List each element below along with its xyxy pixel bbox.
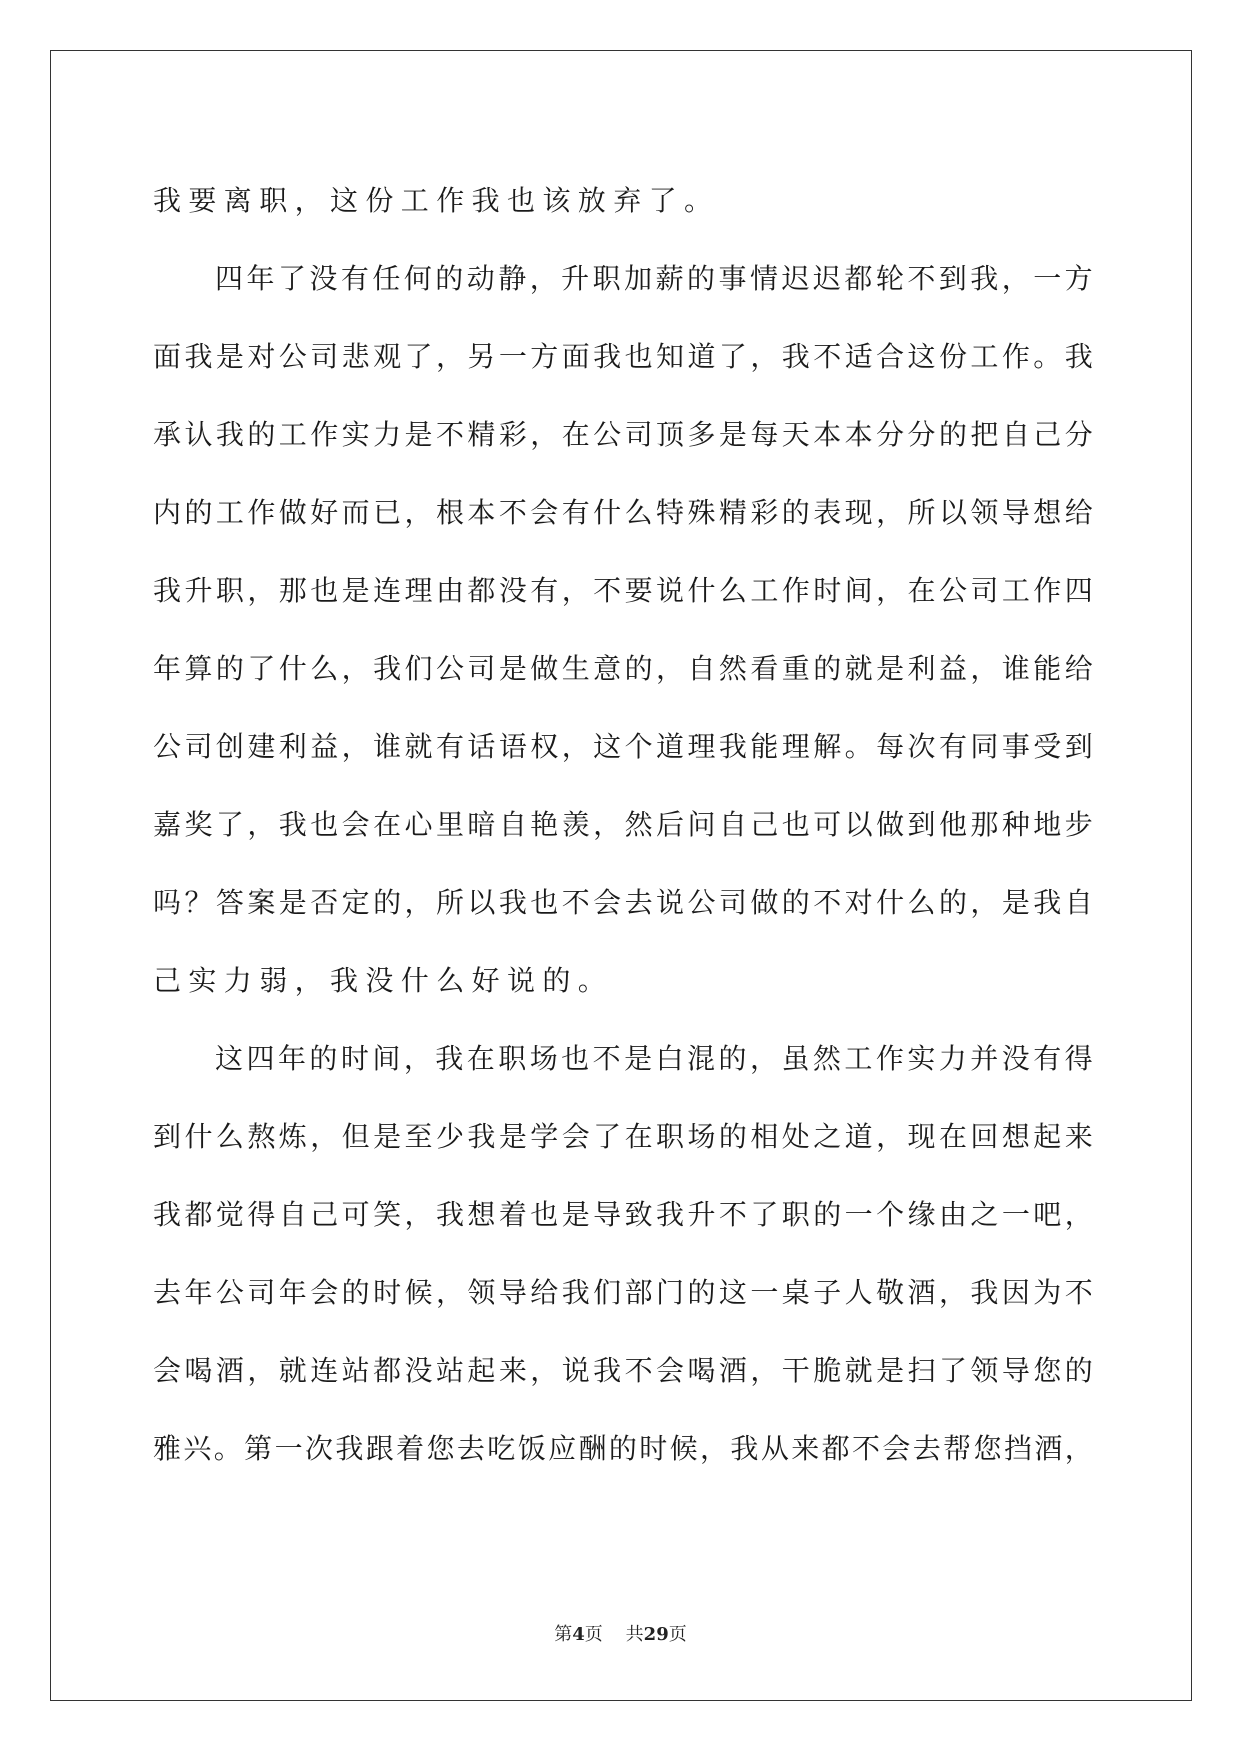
text-line: 这 四 年 的 时 间 ， 我 在 职 场 也 不 是 白 混 的 ， 虽 然 工 作 实 力 并 没 有 得 [215,1042,1093,1075]
text-line: 雅 兴 。 第 一 次 我 跟 着 您 去 吃 饭 应 酬 的 时 候 ， 我 从 来 都 不 会 去 帮 您 挡 酒 ， [153,1432,1093,1465]
text-line: 我 都 觉 得 自 己 可 笑 ， 我 想 着 也 是 导 致 我 升 不 了 职 的 一 个 缘 由 之 一 吧 ， [153,1198,1093,1231]
page-prefix: 第 [554,1624,573,1645]
text-line: 嘉 奖 了 ， 我 也 会 在 心 里 暗 自 艳 羡 ， 然 后 问 自 己 也 可 以 做 到 他 那 种 地 步 [153,808,1093,841]
text-line: 我要离职，这份工作我也该放弃了。 [153,184,720,217]
text-line: 吗 ？ 答 案 是 否 定 的 ， 所 以 我 也 不 会 去 说 公 司 做 的 不 对 什 么 的 ， 是 我 自 [153,886,1093,919]
total-suffix: 页 [668,1624,687,1645]
text-line: 会 喝 酒 ， 就 连 站 都 没 站 起 来 ， 说 我 不 会 喝 酒 ， 干 脆 就 是 扫 了 领 导 您 的 [153,1354,1093,1387]
text-line: 公 司 创 建 利 益 ， 谁 就 有 话 语 权 ， 这 个 道 理 我 能 理 解 。 每 次 有 同 事 受 到 [153,730,1093,763]
total-pages: 29 [643,1624,669,1645]
body-text [153,162,1093,1488]
text-line: 面 我 是 对 公 司 悲 观 了 ， 另 一 方 面 我 也 知 道 了 ， 我 不 适 合 这 份 工 作 。 我 [153,340,1093,373]
page-footer [0,1620,1241,1646]
page-suffix: 页 [584,1624,603,1645]
text-line: 承 认 我 的 工 作 实 力 是 不 精 彩 ， 在 公 司 顶 多 是 每 天 本 本 分 分 的 把 自 己 分 [153,418,1093,451]
text-line: 我 升 职 ， 那 也 是 连 理 由 都 没 有 ， 不 要 说 什 么 工 作 时 间 ， 在 公 司 工 作 四 [153,574,1093,607]
text-line: 内 的 工 作 做 好 而 已 ， 根 本 不 会 有 什 么 特 殊 精 彩 的 表 现 ， 所 以 领 导 想 给 [153,496,1093,529]
total-prefix: 共 [625,1624,644,1645]
text-line: 四 年 了 没 有 任 何 的 动 静 ， 升 职 加 薪 的 事 情 迟 迟 都 轮 不 到 我 ， 一 方 [215,262,1093,295]
text-line: 年 算 的 了 什 么 ， 我 们 公 司 是 做 生 意 的 ， 自 然 看 重 的 就 是 利 益 ， 谁 能 给 [153,652,1093,685]
page-number: 4 [572,1624,585,1645]
text-line: 去 年 公 司 年 会 的 时 候 ， 领 导 给 我 们 部 门 的 这 一 桌 子 人 敬 酒 ， 我 因 为 不 [153,1276,1093,1309]
text-line: 己实力弱，我没什么好说的。 [153,964,614,997]
text-line: 到 什 么 熬 炼 ， 但 是 至 少 我 是 学 会 了 在 职 场 的 相 处 之 道 ， 现 在 回 想 起 来 [153,1120,1093,1153]
